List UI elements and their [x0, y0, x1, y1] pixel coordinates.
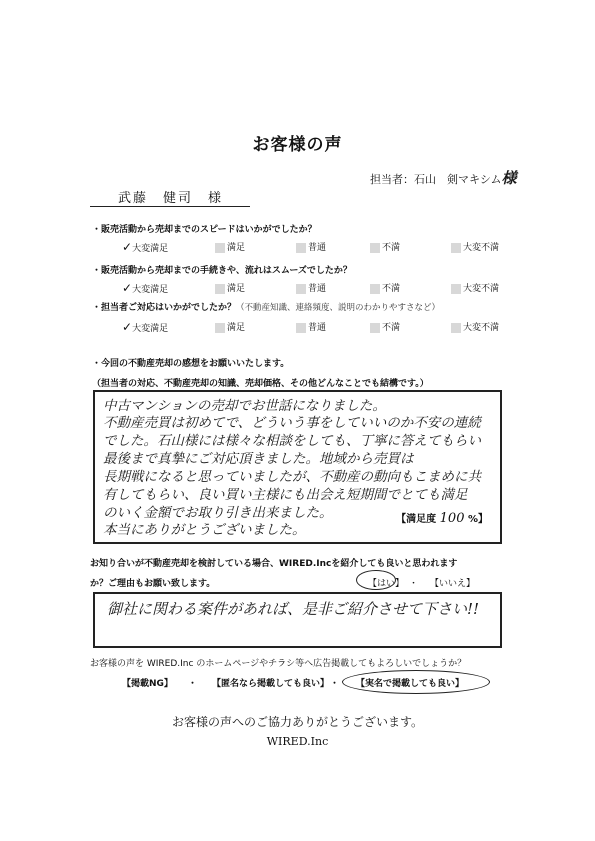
- option-very-dissatisfied[interactable]: 大変不満: [451, 320, 499, 333]
- checkbox-icon: [451, 284, 461, 294]
- comment-line: 有してもらい、良い買い主様にも出会え短期間でとても満足: [103, 487, 468, 503]
- ad-separator: ・: [188, 679, 198, 689]
- advertising-question: お客様の声を WIRED.Inc のホームページやチラシ等へ広告掲載してもよろしいでしょうか？: [90, 659, 467, 669]
- impression-subtitle: （担当者の対応、不動産売却の知識、売却価格、その他どんなことでも結構です。）: [92, 379, 429, 389]
- option-very-dissatisfied[interactable]: 大変不満: [451, 281, 499, 294]
- referral-answer: 御社に関わる案件があれば、是非ご紹介させて下さい!!: [107, 600, 480, 618]
- checkbox-icon: [296, 323, 306, 333]
- impression-title: ・今回の不動産売却の感想をお願いいたします。: [92, 359, 290, 369]
- staff-name: [370, 167, 516, 188]
- question-3-options: [0, 320, 595, 334]
- thanks-message: お客様の声へのご協力ありがとうございます。: [171, 715, 424, 729]
- staff-label: 担当者：石山 剣マキシム: [370, 173, 502, 186]
- customer-underline: [90, 206, 250, 207]
- option-dissatisfied[interactable]: 不満: [370, 240, 400, 253]
- checkbox-icon: [296, 284, 306, 294]
- question-1: [92, 222, 317, 235]
- question-1-text: ・販売活動から売却までのスピードはいかがでしたか？: [92, 225, 317, 235]
- checkbox-icon: [215, 323, 225, 333]
- referral-separator: ・: [409, 579, 419, 589]
- checkbox-icon: [296, 243, 306, 253]
- checkbox-icon: [215, 284, 225, 294]
- option-very-satisfied[interactable]: ✓大変満足: [122, 320, 169, 334]
- satisfaction-unit: %】: [467, 514, 488, 525]
- referral-reason-box[interactable]: [93, 592, 502, 648]
- page-title: お客様の声: [252, 135, 343, 155]
- referral-yes-option[interactable]: 【はい】: [368, 579, 405, 589]
- option-dissatisfied[interactable]: 不満: [370, 320, 400, 333]
- ad-option-real-name[interactable]: 【実名で掲載しても良い】: [356, 679, 465, 689]
- satisfaction-label: 【満足度: [396, 514, 437, 525]
- option-normal[interactable]: 普通: [296, 240, 326, 253]
- comment-line: 本当にありがとうございました。: [103, 522, 306, 538]
- check-mark-icon: ✓: [122, 320, 133, 334]
- question-2-options: [0, 281, 595, 295]
- company-name: WIRED.Inc: [266, 735, 329, 748]
- option-very-satisfied[interactable]: ✓大変満足: [122, 240, 169, 254]
- question-1-options: [0, 240, 595, 254]
- referral-question-line2: か？ご理由もお願い致します。: [90, 579, 216, 589]
- comment-line: でした。石山様には様々な相談をしても、丁寧に答えてもらい: [103, 433, 481, 449]
- question-3-text: ・担当者ご対応はいかがでしたか？: [92, 303, 237, 313]
- ad-option-anonymous[interactable]: 【匿名なら掲載しても良い】: [212, 679, 330, 689]
- checkbox-icon: [370, 243, 380, 253]
- option-very-satisfied[interactable]: ✓大変満足: [122, 281, 169, 295]
- comment-line: 中古マンションの売却でお世話になりました。: [103, 398, 386, 414]
- checkbox-icon: [370, 323, 380, 333]
- satisfaction-value[interactable]: 100: [439, 511, 465, 526]
- comment-line: 最後まで真摯にご対応頂きました。地域から売買は: [103, 451, 414, 467]
- comment-line: 長期戦になると思っていましたが、不動産の動向もこまめに共: [103, 469, 481, 485]
- option-very-dissatisfied[interactable]: 大変不満: [451, 240, 499, 253]
- referral-no-option[interactable]: 【いいえ】: [430, 579, 476, 589]
- check-mark-icon: ✓: [122, 240, 133, 254]
- question-2: [92, 263, 352, 276]
- impression-comment-box[interactable]: [93, 390, 502, 544]
- check-mark-icon: ✓: [122, 281, 133, 295]
- comment-line: のいく金額でお取り引き出来ました。: [103, 505, 333, 521]
- customer-name: 武藤 健司 様: [118, 191, 224, 206]
- satisfaction-rating: [396, 510, 488, 526]
- ad-option-ng[interactable]: 【掲載NG】: [122, 679, 173, 689]
- question-3: [92, 300, 440, 313]
- staff-honorific: 様: [501, 169, 517, 187]
- ad-separator: ・: [330, 679, 340, 689]
- comment-line: 不動産売買は初めてで、どういう事をしていいのか不安の連続: [103, 415, 481, 431]
- option-dissatisfied[interactable]: 不満: [370, 281, 400, 294]
- option-normal[interactable]: 普通: [296, 320, 326, 333]
- option-satisfied[interactable]: 満足: [215, 320, 245, 333]
- option-satisfied[interactable]: 満足: [215, 281, 245, 294]
- option-normal[interactable]: 普通: [296, 281, 326, 294]
- question-2-text: ・販売活動から売却までの手続きや、流れはスムーズでしたか？: [92, 266, 352, 276]
- checkbox-icon: [215, 243, 225, 253]
- checkbox-icon: [370, 284, 380, 294]
- checkbox-icon: [451, 323, 461, 333]
- option-satisfied[interactable]: 満足: [215, 240, 245, 253]
- question-3-note: （不動産知識、連絡頻度、説明のわかりやすさなど）: [236, 303, 441, 313]
- checkbox-icon: [451, 243, 461, 253]
- referral-question-line1: お知り合いが不動産売却を検討している場合、WIRED.Incを紹介しても良いと思われます: [90, 559, 458, 569]
